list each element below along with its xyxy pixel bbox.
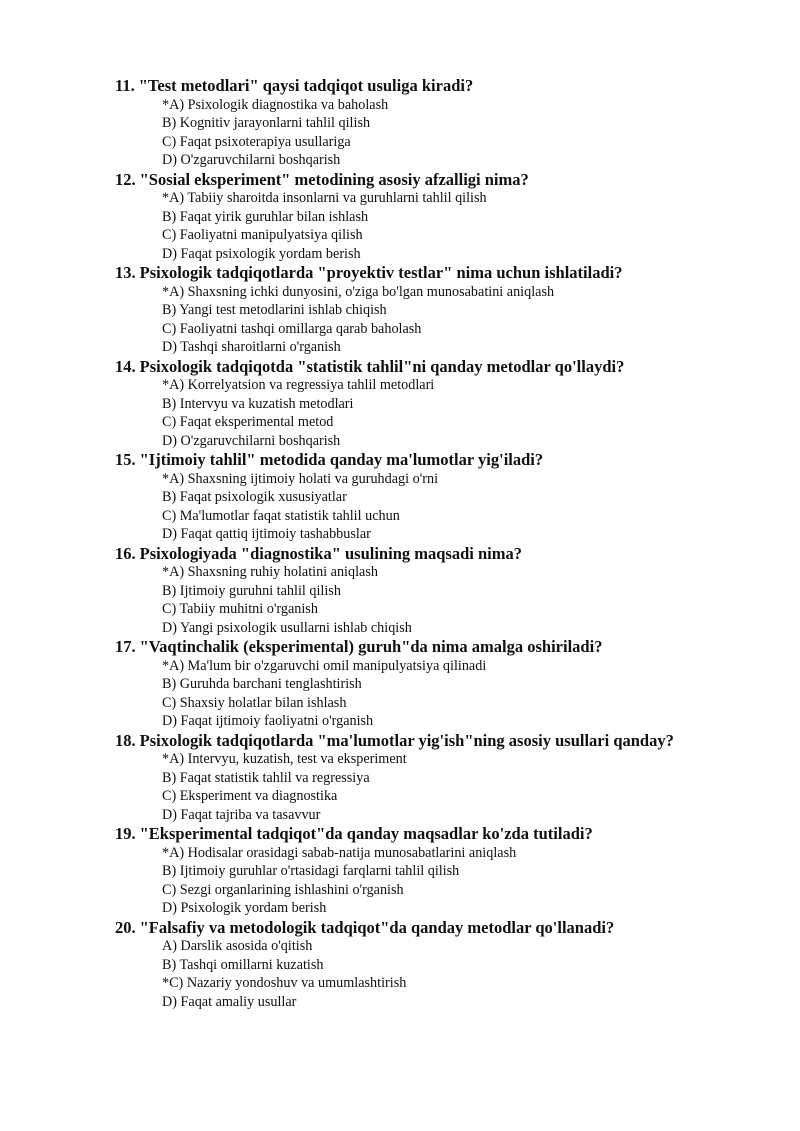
question-block xyxy=(115,824,775,918)
question-title xyxy=(115,450,775,470)
answer-option: B) Yangi test metodlarini ishlab chiqish xyxy=(162,302,387,318)
answer-option: C) Faoliyatni manipulyatsiya qilish xyxy=(162,227,363,243)
answer-option: B) Kognitiv jarayonlarni tahlil qilish xyxy=(162,115,371,131)
question-number: 12. xyxy=(115,169,136,189)
answer-option: D) Faqat qattiq ijtimoiy tashabbuslar xyxy=(162,526,371,542)
question-block xyxy=(115,170,775,264)
answer-option: *A) Tabiiy sharoitda insonlarni va guruhlarni tahlil qilish xyxy=(162,190,487,206)
answer-list xyxy=(115,96,775,170)
answer-option: *C) Nazariy yondoshuv va umumlashtirish xyxy=(162,975,407,991)
answer-option: B) Faqat statistik tahlil va regressiya xyxy=(162,769,370,786)
answer-list xyxy=(115,844,775,918)
question-number: 16. xyxy=(115,543,136,563)
question-title xyxy=(115,76,775,96)
answer-list xyxy=(115,470,775,544)
answer-list xyxy=(115,937,775,1011)
answer-option: C) Sezgi organlarining ishlashini o'rganish xyxy=(162,881,404,898)
answer-list xyxy=(115,750,775,824)
answer-option: D) Tashqi sharoitlarni o'rganish xyxy=(162,339,341,355)
answer-option: B) Ijtimoiy guruhlar o'rtasidagi farqlarni tahlil qilish xyxy=(162,863,460,879)
question-text: "Vaqtinchalik (eksperimental) guruh"da nima amalga oshiriladi? xyxy=(139,637,603,656)
answer-option: B) Ijtimoiy guruhni tahlil qilish xyxy=(162,582,341,599)
question-text: Psixologik tadqiqotlarda "proyektiv testlar" nima uchun ishlatiladi? xyxy=(139,263,623,282)
question-block xyxy=(115,450,775,544)
answer-option: D) Faqat tajriba va tasavvur xyxy=(162,806,321,823)
question-block xyxy=(115,357,775,451)
question-text: "Eksperimental tadqiqot"da qanday maqsadlar ko'zda tutiladi? xyxy=(139,824,593,843)
answer-option: *A) Shaxsning ruhiy holatini aniqlash xyxy=(162,564,378,580)
question-block xyxy=(115,918,775,1012)
question-title xyxy=(115,263,775,283)
answer-option: *A) Intervyu, kuzatish, test va eksperiment xyxy=(162,751,407,767)
question-title xyxy=(115,731,775,751)
answer-option: C) Eksperiment va diagnostika xyxy=(162,788,338,804)
question-number: 15. xyxy=(115,450,136,469)
answer-option: C) Tabiiy muhitni o'rganish xyxy=(162,601,318,617)
answer-option: *A) Psixologik diagnostika va baholash xyxy=(162,96,389,113)
answer-option: C) Ma'lumotlar faqat statistik tahlil uchun xyxy=(162,507,400,524)
question-title xyxy=(115,637,775,657)
question-text: Psixologik tadqiqotda "statistik tahlil"ni qanday metodlar qo'llaydi? xyxy=(139,356,625,376)
answer-option: D) Faqat ijtimoiy faoliyatni o'rganish xyxy=(162,713,374,729)
answer-option: *A) Shaxsning ichki dunyosini, o'ziga bo'lgan munosabatini aniqlash xyxy=(162,283,555,300)
question-title xyxy=(115,824,775,844)
answer-option: D) O'zgaruvchilarni boshqarish xyxy=(162,152,341,168)
question-text: "Sosial eksperiment" metodining asosiy afzalligi nima? xyxy=(139,169,529,189)
question-text: "Test metodlari" qaysi tadqiqot usuliga kiradi? xyxy=(138,76,474,95)
question-title xyxy=(115,357,775,377)
question-number: 17. xyxy=(115,637,136,656)
answer-option: C) Shaxsiy holatlar bilan ishlash xyxy=(162,694,347,711)
question-block xyxy=(115,544,775,638)
question-number: 19. xyxy=(115,824,136,843)
answer-option: C) Faoliyatni tashqi omillarga qarab baholash xyxy=(162,320,422,337)
question-list xyxy=(115,76,775,1011)
question-title xyxy=(115,170,775,190)
answer-option: B) Faqat yirik guruhlar bilan ishlash xyxy=(162,208,369,225)
question-text: Psixologiyada "diagnostika" usulining maqsadi nima? xyxy=(139,543,522,563)
question-block xyxy=(115,76,775,170)
answer-option: *A) Korrelyatsion va regressiya tahlil metodlari xyxy=(162,377,435,393)
answer-list xyxy=(115,376,775,450)
answer-list xyxy=(115,563,775,637)
question-number: 13. xyxy=(115,263,136,282)
answer-option: D) Psixologik yordam berish xyxy=(162,900,327,916)
question-text: Psixologik tadqiqotlarda "ma'lumotlar yig'ish"ning asosiy usullari qanday? xyxy=(139,730,674,750)
answer-option: D) Yangi psixologik usullarni ishlab chiqish xyxy=(162,619,412,636)
answer-option: C) Faqat eksperimental metod xyxy=(162,414,334,430)
answer-option: A) Darslik asosida o'qitish xyxy=(162,938,313,954)
answer-option: B) Intervyu va kuzatish metodlari xyxy=(162,395,354,412)
answer-option: *A) Ma'lum bir o'zgaruvchi omil manipulyatsiya qilinadi xyxy=(162,657,487,674)
question-title xyxy=(115,918,775,938)
answer-option: C) Faqat psixoterapiya usullariga xyxy=(162,133,351,150)
answer-option: *A) Hodisalar orasidagi sabab-natija munosabatlarini aniqlash xyxy=(162,844,517,861)
answer-option: B) Guruhda barchani tenglashtirish xyxy=(162,676,362,692)
answer-list xyxy=(115,657,775,731)
answer-option: B) Tashqi omillarni kuzatish xyxy=(162,956,324,973)
answer-option: *A) Shaxsning ijtimoiy holati va guruhdagi o'rni xyxy=(162,470,439,487)
question-block xyxy=(115,263,775,357)
question-number: 14. xyxy=(115,356,136,376)
answer-list xyxy=(115,283,775,357)
question-number: 20. xyxy=(115,917,136,937)
question-block xyxy=(115,637,775,731)
question-number: 18. xyxy=(115,730,136,750)
question-block xyxy=(115,731,775,825)
question-title xyxy=(115,544,775,564)
answer-option: B) Faqat psixologik xususiyatlar xyxy=(162,489,347,505)
answer-option: D) Faqat amaliy usullar xyxy=(162,993,297,1010)
answer-list xyxy=(115,189,775,263)
question-number: 11. xyxy=(115,76,135,95)
answer-option: D) Faqat psixologik yordam berish xyxy=(162,245,361,262)
answer-option: D) O'zgaruvchilarni boshqarish xyxy=(162,432,341,449)
question-text: "Falsafiy va metodologik tadqiqot"da qanday metodlar qo'llanadi? xyxy=(139,917,615,937)
question-text: "Ijtimoiy tahlil" metodida qanday ma'lumotlar yig'iladi? xyxy=(139,450,544,469)
